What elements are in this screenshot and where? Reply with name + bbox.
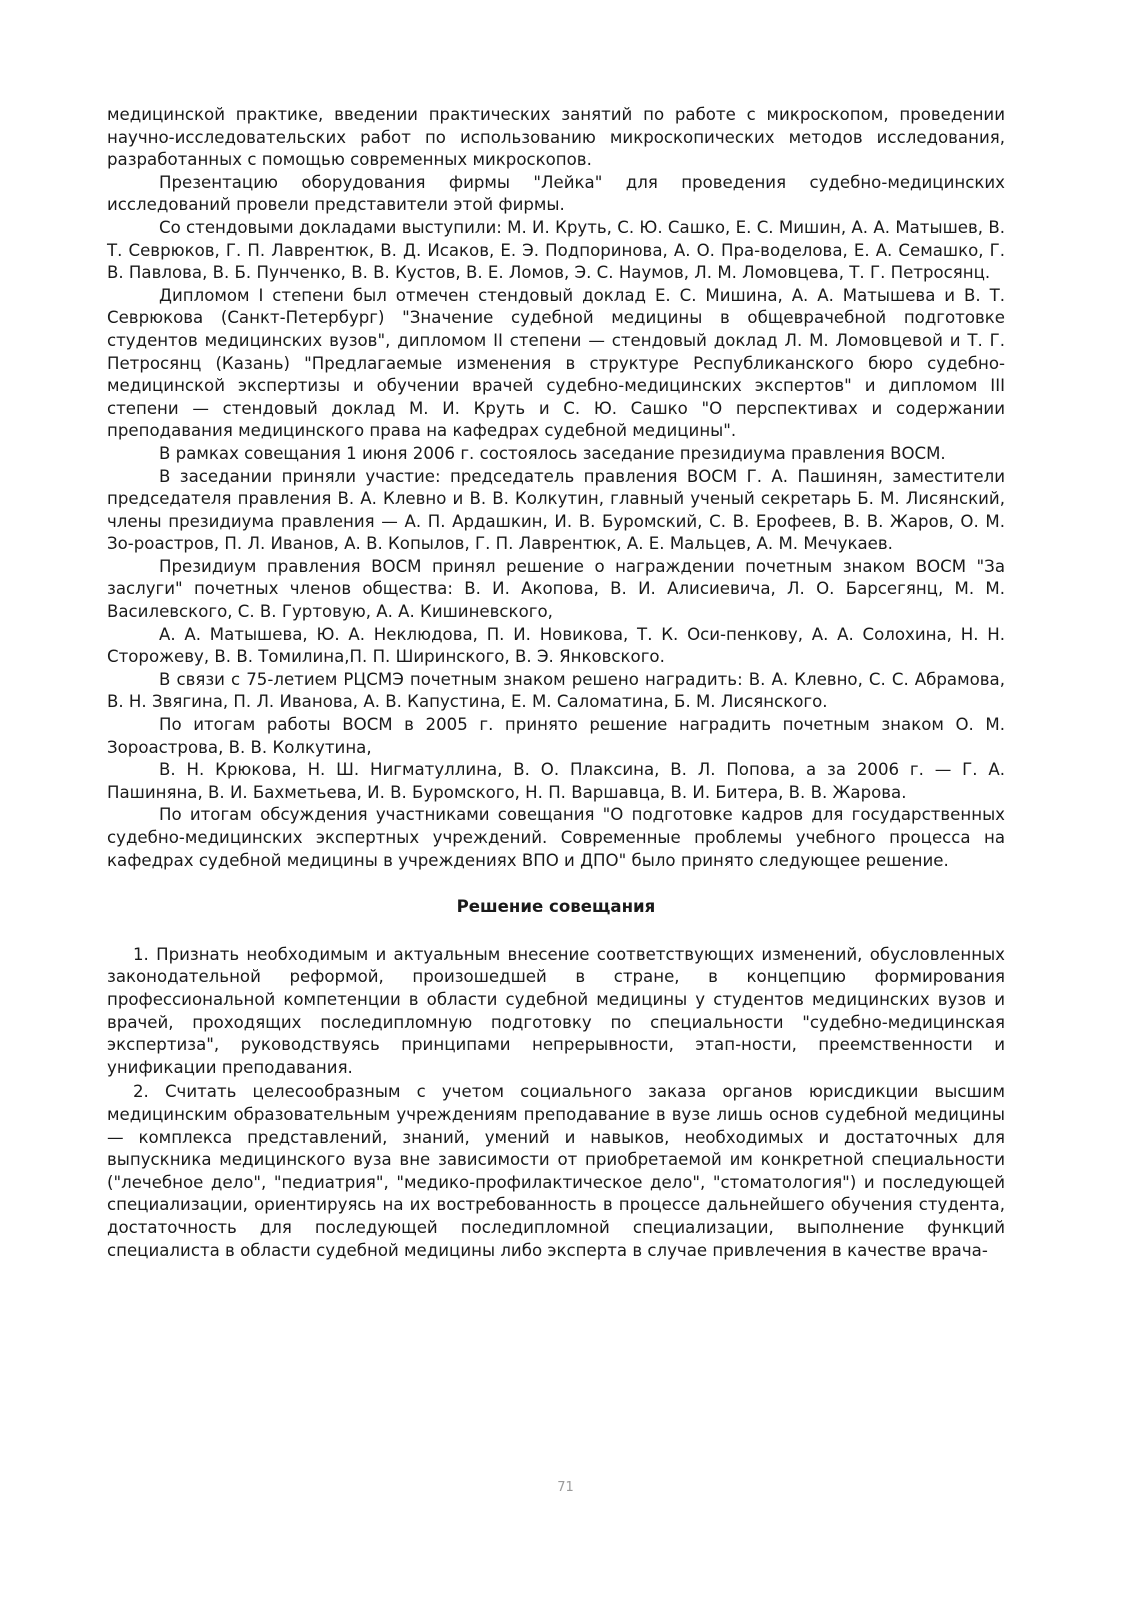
paragraph: Президиум правления ВОСМ принял решение о награждении почетным знаком ВОСМ "За заслуги" почетных членов общества: В. И. Акопова, В. И. Алисиевича, Л. О. Барсегянц, М. М. Василевского, С. В. Гуртовую, А. А. Кишиневского, (107, 556, 1005, 622)
document-body (107, 104, 1005, 1262)
paragraph: В заседании приняли участие: председатель правления ВОСМ Г. А. Пашинян, заместители председателя правления В. А. Клевно и В. В. Колкутин, главный ученый секретарь Б. М. Лисянский, члены президиума правления — А. П. Ардашкин, И. В. Буромский, С. В. Ерофеев, В. В. Жаров, О. М. Зо-роастров, П. Л. Иванов, А. В. Копылов, Г. П. Лаврентюк, А. Е. Мальцев, А. М. Мечукаев. (107, 466, 1005, 554)
paragraph: Дипломом I степени был отмечен стендовый доклад Е. С. Мишина, А. А. Матышева и В. Т. Севрюкова (Санкт-Петербург) "Значение судебной медицины в общеврачебной подготовке студентов медицинских вузов", дипломом II степени — стендовый доклад Л. М. Ломовцевой и Т. Г. Петросянц (Казань) "Предлагаемые изменения в структуре Республиканского бюро судебно-медицинской экспертизы и обучении врачей судебно-медицинских экспертов" и дипломом III степени — стендовый доклад М. И. Круть и С. Ю. Сашко "О перспективах и содержании преподавания медицинского права на кафедрах судебной медицины". (107, 285, 1005, 441)
paragraph: Со стендовыми докладами выступили: М. И. Круть, С. Ю. Сашко, Е. С. Мишин, А. А. Матышев, В. Т. Севрюков, Г. П. Лаврентюк, В. Д. Исаков, Е. Э. Подпоринова, А. О. Пра-воделова, Е. А. Семашко, Г. В. Павлова, В. Б. Пунченко, В. В. Кустов, В. Е. Ломов, Э. С. Наумов, Л. М. Ломовцева, Т. Г. Петросянц. (107, 217, 1005, 283)
paragraph: А. А. Матышева, Ю. А. Неклюдова, П. И. Новикова, Т. К. Оси-пенкову, А. А. Солохина, Н. Н. Сторожеву, В. В. Томилина,П. П. Ширинского, В. Э. Янковского. (107, 624, 1005, 667)
paragraph: медицинской практике, введении практических занятий по работе с микроскопом, проведении научно-исследовательских работ по использованию микроскопических методов исследования, разработанных с помощью современных микроскопов. (107, 105, 1005, 170)
paragraph: В рамках совещания 1 июня 2006 г. состоялось заседание президиума правления ВОСМ. (159, 443, 946, 463)
decision-item-2: 2. Считать целесообразным с учетом социального заказа органов юрисдикции высшим медицинским образовательным учреждениям преподавание в вузе лишь основ судебной медицины — комплекса представлений, знаний, умений и навыков, необходимых и достаточных для выпускника медицинского вуза вне зависимости от приобретаемой им конкретной специальности ("лечебное дело", "педиатрия", "медико-профилактическое дело", "стоматология") и последующей специализации, ориентируясь на их востребованность в процессе дальнейшего обучения студента, достаточность для последующей последипломной специализации, выполнение функций специалиста в области судебной медицины либо эксперта в случае привлечения в качестве врача- (107, 1082, 1005, 1260)
paragraph: По итогам работы ВОСМ в 2005 г. принято решение наградить почетным знаком О. М. Зороастрова, В. В. Колкутина, (107, 715, 1005, 757)
paragraph: В. Н. Крюкова, Н. Ш. Нигматуллина, В. О. Плаксина, В. Л. Попова, а за 2006 г. — Г. А. Пашиняна, В. И. Бахметьева, И. В. Буромского, Н. П. Варшавца, В. И. Битера, В. В. Жарова. (107, 760, 1005, 802)
page-number: 71 (557, 1480, 574, 1495)
section-heading: Решение совещания (456, 897, 656, 917)
decision-item-1: 1. Признать необходимым и актуальным внесение соответствующих изменений, обусловленных законодательной реформой, произошедшей в стране, в концепцию формирования профессиональной компетенции в области судебной медицины у студентов медицинских вузов и врачей, проходящих последипломную подготовку по специальности "судебно-медицинская экспертиза", руководствуясь принципами непрерывности, этап-ности, преемственности и унификации преподавания. (107, 944, 1005, 1077)
paragraph: В связи с 75-летием РЦСМЭ почетным знаком решено наградить: В. А. Клевно, С. С. Абрамова, В. Н. Звягина, П. Л. Иванова, А. В. Капустина, Е. М. Саломатина, Б. М. Лисянского. (107, 669, 1005, 712)
paragraph: По итогам обсуждения участниками совещания "О подготовке кадров для государственных судебно-медицинских экспертных учреждений. Современные проблемы учебного процесса на кафедрах судебной медицины в учреждениях ВПО и ДПО" было принято следующее решение. (107, 805, 1005, 870)
paragraph: Презентацию оборудования фирмы "Лейка" для проведения судебно-медицинских исследований провели представители этой фирмы. (107, 172, 1005, 215)
